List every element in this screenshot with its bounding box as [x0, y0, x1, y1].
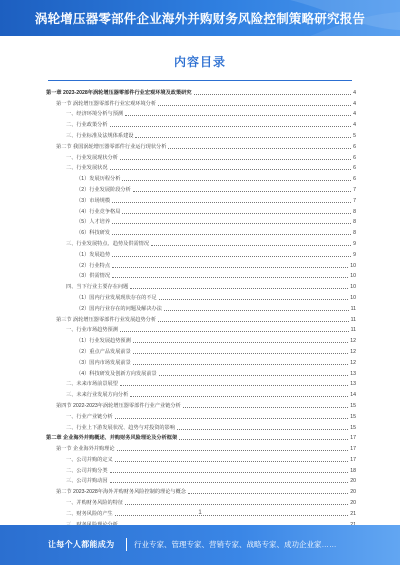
toc-entry-page: 17 [350, 435, 356, 442]
toc-entry-page: 4 [353, 100, 356, 107]
toc-leader-dots [120, 159, 351, 160]
toc-entry-page: 21 [350, 510, 356, 517]
toc-entry-label: 一、行业市场趋势预测 [66, 327, 118, 334]
toc-entry-label: 一、并购财务风险的特征 [66, 500, 124, 507]
toc-leader-dots [158, 105, 351, 106]
toc-entry[interactable] [46, 464, 356, 475]
toc-entry[interactable] [46, 151, 356, 162]
toc-entry-page: 20 [350, 500, 356, 507]
toc-entry-page: 10 [350, 284, 356, 291]
report-footer [0, 525, 400, 565]
toc-entry[interactable] [46, 140, 356, 151]
toc-entry[interactable] [46, 226, 356, 237]
toc-leader-dots [112, 223, 351, 224]
toc-leader-dots [135, 137, 351, 138]
toc-leader-dots [112, 202, 351, 203]
toc-entry[interactable] [46, 485, 356, 496]
toc-leader-dots [112, 267, 348, 268]
toc-entry-page: 11 [350, 327, 356, 334]
toc-leader-dots [110, 126, 352, 127]
toc-entry-page: 9 [353, 251, 356, 258]
toc-leader-dots [168, 148, 351, 149]
toc-entry-label: （2）行业特点 [76, 262, 111, 269]
toc-entry[interactable] [46, 302, 356, 313]
toc-entry-page: 12 [350, 338, 356, 345]
toc-entry-label: 三、行业标准及法规体系建设 [66, 132, 134, 139]
toc-entry-label: 一、公司并购的定义 [66, 456, 113, 463]
toc-entry-label: （5）人才培养 [76, 219, 111, 226]
toc-entry-label: 第二节 2023-2028年海外并购财务风险控制的理论与概念 [56, 489, 186, 496]
toc-leader-dots [112, 256, 351, 257]
toc-leader-dots [120, 385, 348, 386]
toc-entry[interactable] [46, 399, 356, 410]
toc-divider [48, 80, 352, 81]
toc-entry-page: 15 [350, 424, 356, 431]
toc-leader-dots [164, 310, 349, 311]
toc-entry[interactable] [46, 432, 356, 443]
toc-entry-label: 一、行业产业链分析 [66, 413, 113, 420]
toc-entry[interactable] [46, 442, 356, 453]
toc-entry-page: 11 [350, 316, 356, 323]
toc-entry-label: （2）行业发展阶段分析 [76, 186, 131, 193]
toc-entry[interactable] [46, 291, 356, 302]
toc-leader-dots [115, 418, 349, 419]
toc-entry-label: 第一章 2023-2028年涡轮增压器零部件行业宏观环境及政策研究 [46, 89, 192, 96]
toc-entry[interactable] [46, 237, 356, 248]
footer-slogan: 让每个人都能成为 [48, 540, 115, 549]
toc-entry[interactable] [46, 205, 356, 216]
toc-entry[interactable] [46, 345, 356, 356]
toc-entry-page: 6 [353, 154, 356, 161]
toc-entry[interactable] [46, 270, 356, 281]
toc-entry[interactable] [46, 129, 356, 140]
toc-entry[interactable] [46, 496, 356, 507]
toc-entry-page: 12 [350, 359, 356, 366]
toc-entry[interactable] [46, 86, 356, 97]
toc-leader-dots [177, 429, 348, 430]
toc-entry-page: 17 [350, 456, 356, 463]
report-header [0, 0, 400, 36]
toc-entry-page: 11 [350, 305, 356, 312]
toc-entry[interactable] [46, 313, 356, 324]
toc-entry-page: 15 [350, 402, 356, 409]
toc-leader-dots [159, 299, 349, 300]
toc-entry[interactable] [46, 453, 356, 464]
toc-leader-dots [159, 375, 349, 376]
toc-entry-label: 二、未来市场前景展望 [66, 381, 118, 388]
toc-entry-label: 第四节 2022-2023年涡轮增压器零部件行业产业链分析 [56, 402, 181, 409]
toc-leader-dots [194, 94, 352, 95]
toc-entry-label: （2）国内行业存在的问题及解决办法 [76, 305, 162, 312]
toc-entry-page: 6 [353, 143, 356, 150]
toc-entry[interactable] [46, 172, 356, 183]
toc-leader-dots [133, 342, 348, 343]
toc-entry[interactable] [46, 280, 356, 291]
toc-entry-page: 5 [353, 132, 356, 139]
toc-entry-label: 第二节 我国涡轮增压器零部件行业运行现状分析 [56, 143, 167, 150]
toc-entry-page: 4 [353, 111, 356, 118]
toc-entry-page: 6 [353, 176, 356, 183]
toc-entry-page: 20 [350, 478, 356, 485]
toc-leader-dots [179, 439, 348, 440]
toc-entry-label: 二、行业政策分析 [66, 122, 108, 129]
toc-entry-page: 13 [350, 370, 356, 377]
toc-entry-label: 三、未来行业发展方向分析 [66, 392, 129, 399]
toc-entry-label: （1）发展历程分析 [76, 176, 121, 183]
toc-entry-label: （4）科技研发及创新方向发展前景 [76, 370, 157, 377]
toc-entry-page: 4 [353, 89, 356, 96]
toc-entry-label: 第一节 企业海外并购理论 [56, 446, 115, 453]
toc-entry[interactable] [46, 183, 356, 194]
toc-leader-dots [188, 493, 348, 494]
toc-entry-page: 18 [350, 467, 356, 474]
toc-entry-label: （2）重点产品发展前景 [76, 348, 131, 355]
toc-entry-page: 10 [350, 273, 356, 280]
toc-leader-dots [120, 331, 349, 332]
toc-leader-dots [115, 461, 349, 462]
footer-divider [126, 538, 127, 551]
toc-entry-label: 一、经济环境分析与预测 [66, 111, 124, 118]
toc-entry-page: 4 [353, 122, 356, 129]
report-title: 涡轮增压器零部件企业海外并购财务风险控制策略研究报告 [34, 12, 366, 26]
toc-entry[interactable] [46, 162, 356, 173]
toc-leader-dots [133, 353, 348, 354]
toc-entry-page: 6 [353, 165, 356, 172]
toc-leader-dots [122, 213, 351, 214]
toc-entry[interactable] [46, 378, 356, 389]
toc-entry-page: 10 [350, 294, 356, 301]
toc-entry-page: 7 [353, 197, 356, 204]
toc-entry-label: 第一节 涡轮增压器零部件行业宏观环境分析 [56, 100, 157, 107]
toc-entry[interactable] [46, 97, 356, 108]
toc-entry-page: 12 [350, 348, 356, 355]
toc-leader-dots [130, 396, 348, 397]
toc-entry-label: 二、公司并购分类 [66, 467, 108, 474]
toc-entry-page: 13 [350, 381, 356, 388]
toc-entry-page: 20 [350, 489, 356, 496]
toc-entry-label: （1）发展趋势 [76, 251, 111, 258]
toc-entry-label: （3）市场规模 [76, 197, 111, 204]
toc-entry-label: 二、行业上下游发展状况、趋势与对投资的影响 [66, 424, 175, 431]
footer-roles: 行业专家、管理专家、营销专家、战略专家、成功企业家…… [134, 540, 337, 549]
toc-entry-label: 第二章 企业海外并购概述、并购财务风险理论及分析框架 [46, 435, 178, 442]
toc-leader-dots [125, 115, 351, 116]
toc-leader-dots [151, 245, 351, 246]
toc-leader-dots [110, 482, 349, 483]
toc-entry-label: 四、当下行业主要存在问题 [66, 284, 129, 291]
toc-entry-page: 10 [350, 262, 356, 269]
toc-entry-label: 二、财务风险的产生 [66, 510, 113, 517]
toc-leader-dots [130, 288, 348, 289]
toc-entry[interactable] [46, 334, 356, 345]
toc-leader-dots [117, 450, 349, 451]
toc-entry-page: 8 [353, 219, 356, 226]
toc-entry[interactable] [46, 108, 356, 119]
toc-entry-label: （1）国内行业发展现状存在的不足 [76, 294, 157, 301]
toc-entry[interactable] [46, 367, 356, 378]
toc-entry-page: 15 [350, 413, 356, 420]
toc-leader-dots [110, 472, 349, 473]
toc-leader-dots [125, 504, 348, 505]
toc-entry[interactable] [46, 259, 356, 270]
page-number: 1 [198, 510, 202, 516]
toc-entry[interactable] [46, 421, 356, 432]
toc-entry-label: 三、公司并购动因 [66, 478, 108, 485]
toc-entry-label: （6）科技研发 [76, 230, 111, 237]
toc-entry[interactable] [46, 194, 356, 205]
toc-leader-dots [133, 191, 351, 192]
toc-entry[interactable] [46, 475, 356, 486]
toc-entry[interactable] [46, 248, 356, 259]
toc-entry-label: （1）行业发展趋势预测 [76, 338, 131, 345]
toc-leader-dots [158, 321, 349, 322]
toc-entry-page: 9 [353, 240, 356, 247]
toc-entry-label: （3）供需情况 [76, 273, 111, 280]
toc-entry[interactable] [46, 324, 356, 335]
toc-leader-dots [112, 277, 348, 278]
table-of-contents [46, 86, 356, 539]
toc-entry-page: 14 [350, 392, 356, 399]
toc-entry-label: 第三节 涡轮增压器零部件行业发展趋势分析 [56, 316, 157, 323]
toc-entry-page: 8 [353, 208, 356, 215]
toc-leader-dots [122, 180, 351, 181]
toc-leader-dots [183, 407, 348, 408]
toc-entry[interactable] [46, 410, 356, 421]
toc-entry-label: （4）行业竞争格局 [76, 208, 121, 215]
toc-leader-dots [133, 364, 348, 365]
toc-entry-label: 一、行业发展现状分析 [66, 154, 118, 161]
toc-entry-page: 8 [353, 230, 356, 237]
toc-heading: 内容目录 [173, 55, 226, 69]
toc-entry[interactable] [46, 118, 356, 129]
toc-entry-page: 7 [353, 186, 356, 193]
toc-entry-label: （3）国内市场发展前景 [76, 359, 131, 366]
toc-entry-label: 三、行业发展特点、趋势及供需情况 [66, 240, 150, 247]
toc-entry-page: 17 [350, 446, 356, 453]
toc-entry[interactable] [46, 356, 356, 367]
toc-entry-label: 二、行业发展状况 [66, 165, 108, 172]
toc-leader-dots [112, 234, 351, 235]
toc-entry[interactable] [46, 216, 356, 227]
toc-leader-dots [110, 169, 352, 170]
toc-entry[interactable] [46, 388, 356, 399]
